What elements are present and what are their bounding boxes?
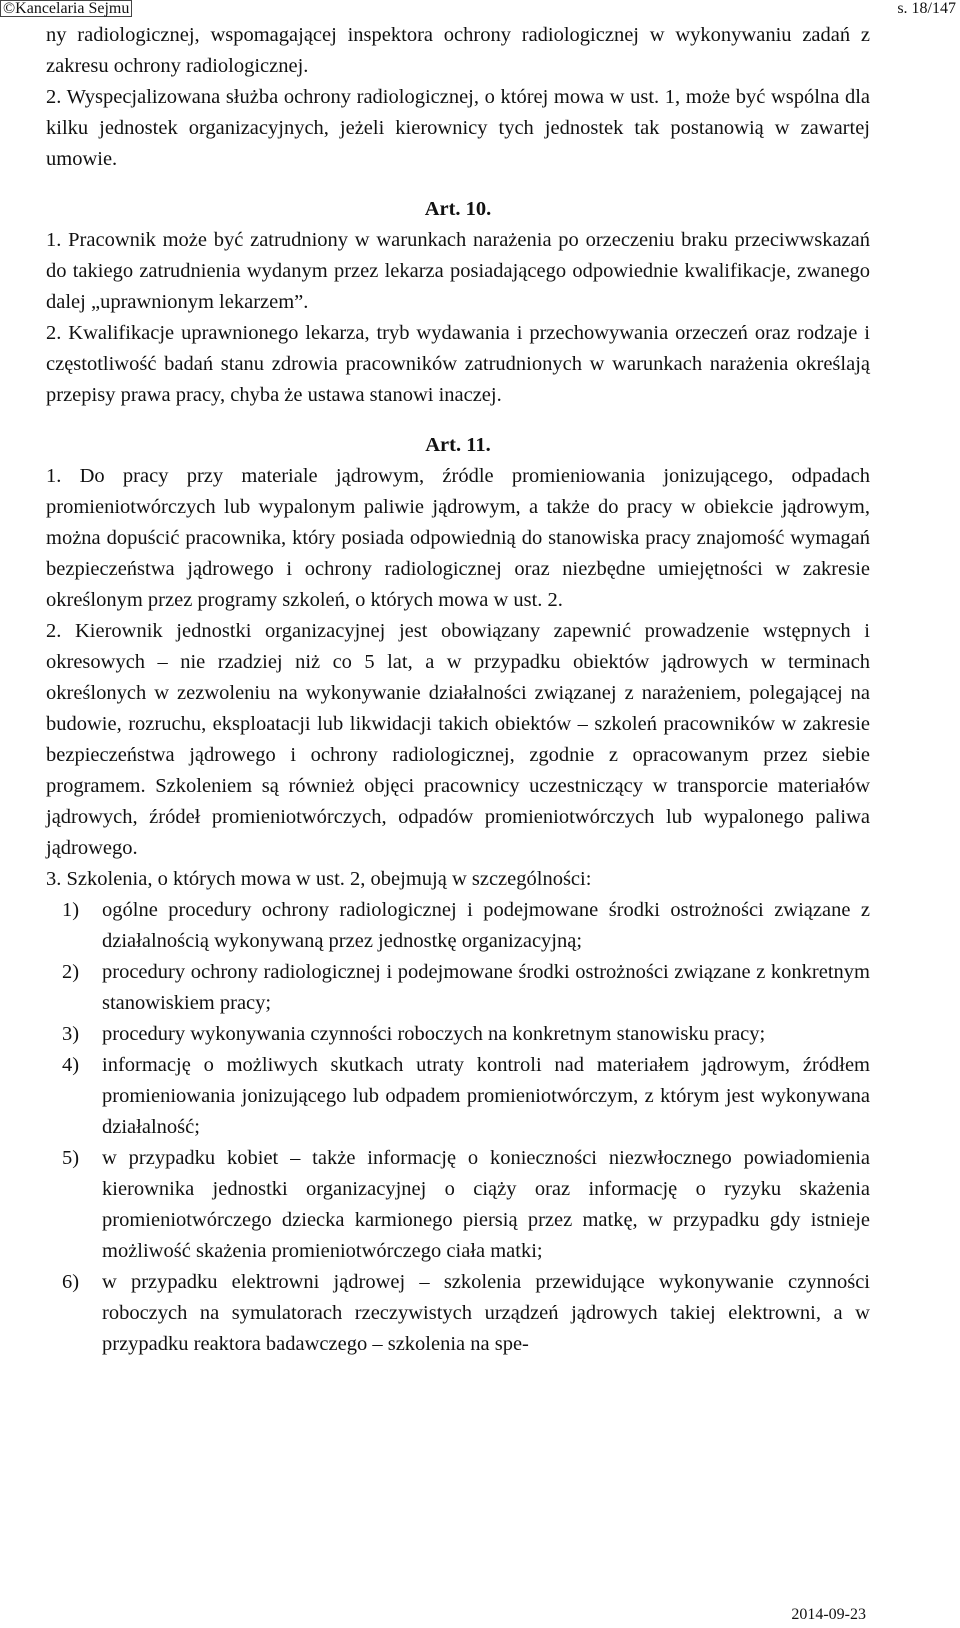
list-item-number: 2)	[62, 961, 80, 983]
list-item-text: w przypadku elektrowni jądrowej – szkolenia przewidujące wykonywanie czynności roboczych na symulatorach rzeczywistych urządzeń jądrowych takiej elektrowni, a w przypadku reaktora badawczego – szkolenia na spe-	[102, 1271, 870, 1355]
list-item-number: 1)	[62, 899, 80, 921]
list-item	[46, 1019, 870, 1050]
paragraph-continuation: ny radiologicznej, wspomagającej inspektora ochrony radiologicznej w wykonywaniu zadań z zakresu ochrony radiologicznej.	[46, 24, 870, 77]
article-11-paragraph-3: 3. Szkolenia, o których mowa w ust. 2, obejmują w szczególności:	[46, 868, 592, 890]
paragraph-2: 2. Wyspecjalizowana służba ochrony radiologicznej, o której mowa w ust. 1, może być wspólna dla kilku jednostek organizacyjnych, jeżeli kierownicy tych jednostek tak postanowią w zawartej umowie.	[46, 86, 870, 170]
footer-date: 2014-09-23	[791, 1606, 866, 1623]
article-10-paragraph-2: 2. Kwalifikacje uprawnionego lekarza, tryb wydawania i przechowywania orzeczeń oraz rodzaje i częstotliwość badań stanu zdrowia pracowników zatrudnionych w warunkach narażenia określają przepisy prawa pracy, chyba że ustawa stanowi inaczej.	[46, 322, 870, 406]
list-item-number: 5)	[62, 1147, 80, 1169]
source-label: ©Kancelaria Sejmu	[0, 0, 132, 17]
list-item-text: informację o możliwych skutkach utraty kontroli nad materiałem jądrowym, źródłem promieniowania jonizującego lub odpadem promieniotwórczym, z którym jest wykonywana działalność;	[102, 1054, 870, 1138]
list-item-text: ogólne procedury ochrony radiologicznej i podejmowane środki ostrożności związane z działalnością wykonywaną przez jednostkę organizacyjną;	[102, 899, 870, 952]
article-11-paragraph-1: 1. Do pracy przy materiale jądrowym, źródle promieniowania jonizującego, odpadach promieniotwórczych lub wypalonym paliwie jądrowym, a także do pracy w obiekcie jądrowym, można dopuścić pracownika, który posiada odpowiednią do stanowiska pracy znajomość wymagań bezpieczeństwa jądrowego i ochrony radiologicznej oraz niezbędne umiejętności w zakresie określonym przez programy szkoleń, o których mowa w ust. 2.	[46, 465, 870, 611]
list-item-number: 3)	[62, 1023, 80, 1045]
training-list	[46, 895, 870, 1360]
list-item	[46, 895, 870, 957]
list-item-number: 4)	[62, 1054, 80, 1076]
list-item	[46, 957, 870, 1019]
list-item-text: procedury wykonywania czynności roboczych na konkretnym stanowisku pracy;	[102, 1023, 766, 1045]
list-item	[46, 1050, 870, 1143]
list-item-text: procedury ochrony radiologicznej i podejmowane środki ostrożności związane z konkretnym stanowiskiem pracy;	[102, 961, 870, 1014]
list-item-number: 6)	[62, 1271, 80, 1293]
list-item-text: w przypadku kobiet – także informację o konieczności niezwłocznego powiadomienia kierownika jednostki organizacyjnej o ciąży oraz informację o ryzyku skażenia promieniotwórczego dziecka karmionego piersią przez matkę, w przypadku gdy istnieje możliwość skażenia promieniotwórczego ciała matki;	[102, 1147, 870, 1262]
page-number: s. 18/147	[897, 0, 956, 17]
document-body	[46, 20, 870, 1360]
article-11-paragraph-2: 2. Kierownik jednostki organizacyjnej jest obowiązany zapewnić prowadzenie wstępnych i okresowych – nie rzadziej niż co 5 lat, a w przypadku obiektów jądrowych w terminach określonych w zezwoleniu na wykonywanie działalności związanej z narażeniem, polegającej na budowie, rozruchu, eksploatacji lub likwidacji takich obiektów – szkoleń pracowników w zakresie bezpieczeństwa jądrowego i ochrony radiologicznej, zgodnie z opracowanym przez siebie programem. Szkoleniem są również objęci pracownicy uczestniczący w transporcie materiałów jądrowych, źródeł promieniotwórczych, odpadów promieniotwórczych lub wypalonego paliwa jądrowego.	[46, 620, 870, 859]
article-10-paragraph-1: 1. Pracownik może być zatrudniony w warunkach narażenia po orzeczeniu braku przeciwwskazań do takiego zatrudnienia wydanym przez lekarza posiadającego odpowiednie kwalifikacje, zwanego dalej „uprawnionym lekarzem”.	[46, 229, 870, 313]
list-item	[46, 1143, 870, 1267]
list-item	[46, 1267, 870, 1360]
article-10-heading: Art. 10.	[424, 198, 492, 220]
page-header	[0, 0, 960, 18]
article-11-heading: Art. 11.	[425, 434, 491, 456]
